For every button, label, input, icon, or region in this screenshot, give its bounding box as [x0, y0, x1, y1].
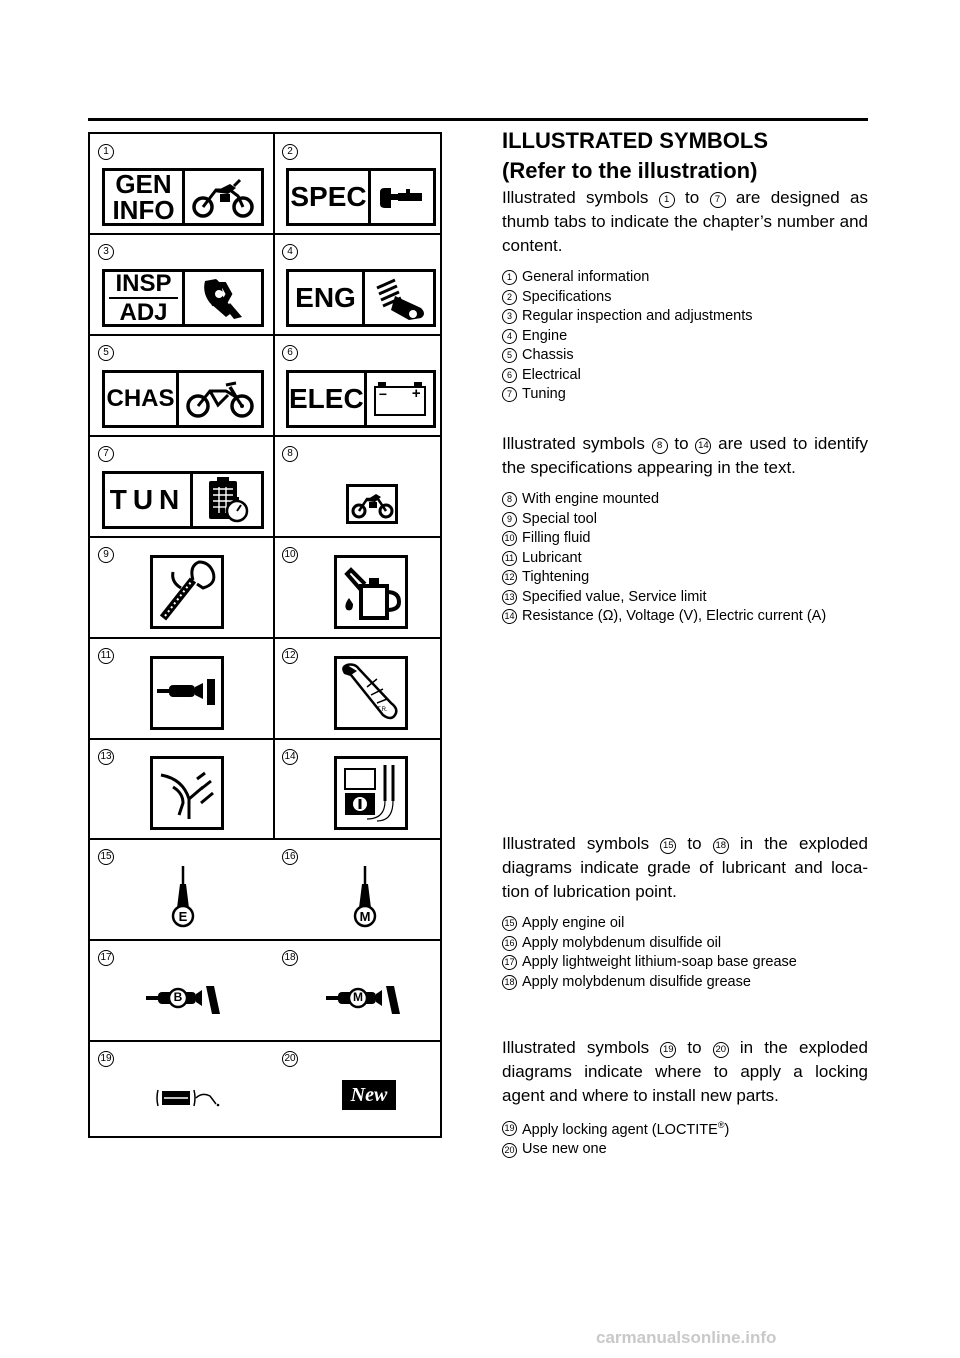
- caliper-icon: [150, 756, 224, 830]
- list-item: [502, 366, 872, 386]
- item-text-tail: ): [724, 1121, 730, 1138]
- item-number: 17: [502, 955, 517, 970]
- tab-chas: [102, 370, 264, 428]
- item-text: Apply lightweight lithium-soap base grease: [522, 954, 797, 970]
- item-number: 5: [502, 348, 517, 363]
- engine-piston-icon: [362, 272, 433, 324]
- oil-grade-label: E: [178, 909, 188, 924]
- symbol-list-4: [502, 1116, 872, 1160]
- list-item: [502, 268, 872, 288]
- symbol-list-2: [502, 490, 872, 627]
- list-item: [502, 510, 872, 530]
- symbol-number: 12: [282, 648, 298, 664]
- symbol-number: 9: [98, 547, 114, 563]
- list-item: [502, 1140, 872, 1160]
- moly-oil-icon: [350, 864, 380, 930]
- ref-number: 18: [713, 838, 729, 854]
- symbol-list-1: [502, 268, 872, 405]
- watermark: carmanualsonline.info: [596, 1328, 777, 1347]
- item-number: 13: [502, 590, 517, 605]
- intro-text: in the exploded diagrams indicate grade of lubricant and loca-tion of lubrication point.: [502, 834, 868, 901]
- list-item: [502, 934, 872, 954]
- registered-mark: ®: [717, 1120, 725, 1130]
- list-item: [502, 307, 872, 327]
- item-number: 2: [502, 290, 517, 305]
- item-number: 9: [502, 512, 517, 527]
- item-number: 15: [502, 916, 517, 931]
- symbol-number: 7: [98, 446, 114, 462]
- symbol-number: 11: [98, 648, 114, 664]
- item-text: Tuning: [522, 386, 566, 402]
- tab-insp-adj: [102, 269, 264, 327]
- intro-text: to: [674, 434, 689, 453]
- section-title: ILLUSTRATED SYMBOLS: [502, 128, 769, 153]
- list-item: [502, 490, 872, 510]
- item-number: 18: [502, 975, 517, 990]
- symbol-number: 17: [98, 950, 114, 966]
- intro-text: Illustrated symbols: [502, 188, 649, 207]
- intro-paragraph: [502, 432, 868, 480]
- multimeter-icon: [334, 756, 408, 830]
- grid-divider: [90, 334, 440, 336]
- intro-text: Illustrated symbols: [502, 434, 645, 453]
- item-number: 14: [502, 609, 517, 624]
- list-item: [502, 953, 872, 973]
- symbol-number: 18: [282, 950, 298, 966]
- tab-label: INSP: [109, 272, 177, 299]
- list-item: [502, 973, 872, 993]
- item-number: 12: [502, 570, 517, 585]
- list-item: [502, 1116, 872, 1140]
- symbol-number: 3: [98, 244, 114, 260]
- item-text: General information: [522, 269, 650, 285]
- item-text: With engine mounted: [522, 491, 660, 507]
- ref-number: 8: [652, 438, 668, 454]
- item-number: 3: [502, 309, 517, 324]
- tab-gen-info: [102, 168, 264, 226]
- wrench-gauge-icon: [368, 171, 433, 223]
- list-item: [502, 385, 872, 405]
- list-item: [502, 607, 872, 627]
- intro-text: to: [687, 1038, 702, 1057]
- item-text: Lubricant: [522, 549, 582, 566]
- symbol-number: 14: [282, 749, 298, 765]
- oil-grade-label: M: [359, 909, 371, 924]
- item-number: 11: [502, 551, 517, 566]
- item-text: Apply engine oil: [522, 915, 625, 931]
- list-item: [502, 529, 872, 549]
- symbol-number: 13: [98, 749, 114, 765]
- intro-paragraph: [502, 186, 868, 258]
- ref-number: 15: [660, 838, 676, 854]
- clipboard-stopwatch-icon: [190, 474, 261, 526]
- item-text: Tightening: [522, 569, 590, 585]
- tab-label: ELEC: [289, 383, 364, 414]
- intro-text: are designed as thumb tabs to indicate the chapter’s number and content.: [502, 188, 868, 255]
- ref-number: 19: [660, 1042, 676, 1058]
- item-number: 7: [502, 387, 517, 402]
- intro-paragraph: [502, 832, 868, 904]
- symbol-number: 15: [98, 849, 114, 865]
- item-text: Apply molybdenum disulfide oil: [522, 934, 722, 951]
- svg-text:T.R.: T.R.: [377, 707, 388, 713]
- battery-icon: [364, 373, 433, 425]
- item-number: 4: [502, 329, 517, 344]
- motorcycle-mounted-icon: [346, 484, 398, 524]
- battery-plus-label: +: [411, 385, 421, 402]
- locking-agent-icon: [154, 1084, 224, 1114]
- intro-paragraph: [502, 1036, 868, 1108]
- torque-wrench-icon: [334, 656, 408, 730]
- item-number: 10: [502, 531, 517, 546]
- item-text: Apply molybdenum disulfide grease: [522, 973, 751, 990]
- item-text: Engine: [522, 327, 568, 344]
- symbol-number: 8: [282, 446, 298, 462]
- symbol-number: 6: [282, 345, 298, 361]
- item-text: Electrical: [522, 366, 581, 383]
- wrench-nut-icon: [182, 272, 261, 324]
- grid-divider: [90, 738, 440, 740]
- grid-divider: [90, 637, 440, 639]
- list-item: [502, 914, 872, 934]
- grease-grade-label: M: [353, 990, 363, 1004]
- ref-number: 1: [659, 192, 675, 208]
- tab-label: CHAS: [106, 385, 175, 412]
- grid-divider: [90, 838, 440, 840]
- ref-number: 20: [713, 1042, 729, 1058]
- engine-oil-icon: [168, 864, 198, 930]
- grid-divider: [90, 536, 440, 538]
- special-tool-icon: [150, 555, 224, 629]
- symbol-number: 19: [98, 1051, 114, 1067]
- item-number: 8: [502, 492, 517, 507]
- section-subtitle: (Refer to the illustration): [502, 158, 758, 183]
- tab-eng: [286, 269, 436, 327]
- symbol-grid: [88, 132, 442, 1138]
- list-item: [502, 327, 872, 347]
- moly-grease-icon: [324, 982, 404, 1018]
- tab-label: INFO: [112, 195, 175, 225]
- item-number: 20: [502, 1143, 517, 1158]
- intro-text: Illustrated symbols: [502, 834, 650, 853]
- oil-can-icon: [334, 555, 408, 629]
- symbol-list-3: [502, 914, 872, 992]
- list-item: [502, 549, 872, 569]
- lithium-grease-icon: [144, 982, 224, 1018]
- symbol-number: 4: [282, 244, 298, 260]
- grid-divider: [90, 939, 440, 941]
- item-number: 1: [502, 270, 517, 285]
- intro-text: to: [687, 834, 702, 853]
- symbol-number: 5: [98, 345, 114, 361]
- item-text: Regular inspection and adjustments: [522, 308, 753, 324]
- symbol-number: 20: [282, 1051, 298, 1067]
- grid-divider: [90, 435, 440, 437]
- grid-divider: [90, 1040, 440, 1042]
- list-item: [502, 288, 872, 308]
- new-label: New: [350, 1083, 388, 1106]
- grease-grade-label: B: [173, 990, 183, 1004]
- list-item: [502, 346, 872, 366]
- ref-number: 7: [710, 192, 726, 208]
- tab-label: ADJ: [119, 298, 168, 326]
- item-text: Specifications: [522, 288, 612, 305]
- top-rule: [88, 118, 868, 121]
- intro-text: Illustrated symbols: [502, 1038, 650, 1057]
- item-text: Chassis: [522, 347, 574, 363]
- item-text: Special tool: [522, 510, 597, 527]
- list-item: [502, 588, 872, 608]
- ref-number: 14: [695, 438, 711, 454]
- new-part-icon: [342, 1080, 396, 1110]
- item-text: Resistance (Ω), Voltage (V), Electric current (A): [522, 608, 827, 624]
- symbol-number: 10: [282, 547, 298, 563]
- symbol-number: 16: [282, 849, 298, 865]
- list-item: [502, 568, 872, 588]
- tab-label: SPEC: [290, 181, 367, 212]
- item-text: Filling fluid: [522, 530, 591, 546]
- intro-text: in the exploded diagrams indicate where to apply a locking agent and where to install new parts.: [502, 1038, 868, 1105]
- intro-text: to: [685, 188, 700, 207]
- tab-label: ENG: [295, 282, 356, 313]
- tab-tun: [102, 471, 264, 529]
- item-number: 16: [502, 936, 517, 951]
- symbol-number: 2: [282, 144, 298, 160]
- chassis-frame-icon: [176, 373, 261, 425]
- grease-gun-icon: [150, 656, 224, 730]
- item-number: 6: [502, 368, 517, 383]
- item-text: Specified value, Service limit: [522, 588, 707, 605]
- item-number: 19: [502, 1121, 517, 1136]
- item-text: [522, 1116, 729, 1140]
- tab-elec: [286, 370, 436, 428]
- tab-label: TUN: [109, 484, 186, 515]
- tab-spec: [286, 168, 436, 226]
- motorcycle-icon: [182, 171, 261, 223]
- intro-text: are used to identify the specifications appearing in the text.: [502, 434, 868, 477]
- item-text: Use new one: [522, 1141, 607, 1158]
- item-text-main: Apply locking agent (LOCTITE: [522, 1121, 718, 1138]
- symbol-number: 1: [98, 144, 114, 160]
- grid-divider: [90, 233, 440, 235]
- tab-label: GEN: [115, 169, 172, 199]
- grid-divider-vertical: [273, 134, 275, 840]
- battery-minus-label: −: [378, 386, 388, 402]
